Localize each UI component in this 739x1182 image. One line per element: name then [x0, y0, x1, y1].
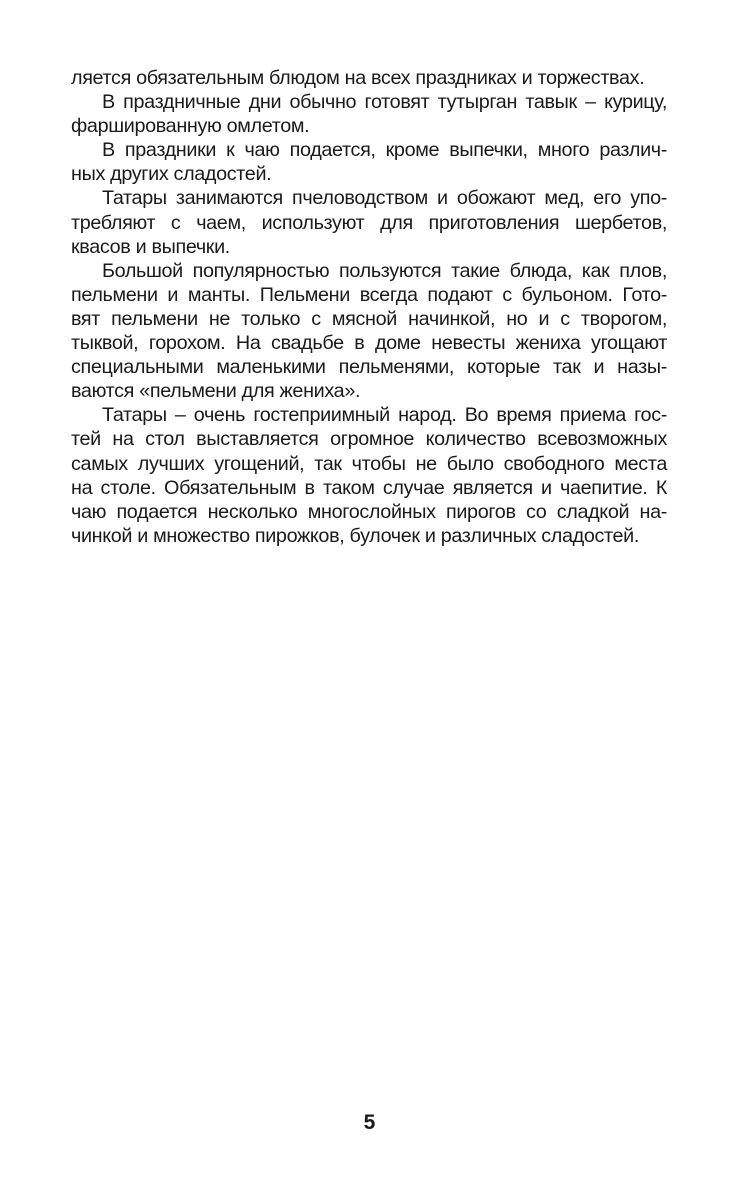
- text-line: Татары – очень гостеприимный народ. Во время приема гос-: [102, 404, 667, 427]
- text-line: ляется обязательным блюдом на всех праздниках и торжествах.: [71, 67, 645, 89]
- text-line: вят пельмени не только с мясной начинкой, но и с творогом,: [71, 307, 667, 330]
- text-line: пельмени и манты. Пельмени всегда подают с бульоном. Гото-: [71, 283, 667, 306]
- text-line: чинкой и множество пирожков, булочек и различных сладостей.: [71, 524, 640, 547]
- text-line: квасов и выпечки.: [71, 235, 230, 258]
- text-line: Татары занимаются пчеловодством и обожают мед, его упо-: [102, 187, 667, 210]
- text-line: тей на стол выставляется огромное количество всевозможных: [71, 428, 667, 451]
- text-line: В праздники к чаю подается, кроме выпечки, много различ-: [102, 139, 667, 162]
- text-line: В праздничные дни обычно готовят тутырган тавык – курицу,: [102, 91, 667, 114]
- page-body: [71, 66, 667, 548]
- text-line: специальными маленькими пельменями, которые так и назы-: [71, 356, 667, 379]
- text-line: ных других сладостей.: [71, 163, 272, 186]
- text-line: на столе. Обязательным в таком случае является и чаепитие. К: [71, 476, 667, 499]
- text-line: фаршированную омлетом.: [71, 115, 310, 138]
- text-line: ваются «пельмени для жениха».: [71, 380, 361, 403]
- text-line: тыквой, горохом. На свадьбе в доме невесты жениха угощают: [71, 332, 667, 355]
- text-line: Большой популярностью пользуются такие блюда, как плов,: [102, 259, 667, 282]
- page-number: 5: [363, 1111, 376, 1134]
- text-line: чаю подается несколько многослойных пирогов со сладкой на-: [71, 500, 667, 523]
- text-line: требляют с чаем, используют для приготовления шербетов,: [71, 211, 667, 234]
- text-line: самых лучших угощений, так чтобы не было свободного места: [71, 452, 667, 475]
